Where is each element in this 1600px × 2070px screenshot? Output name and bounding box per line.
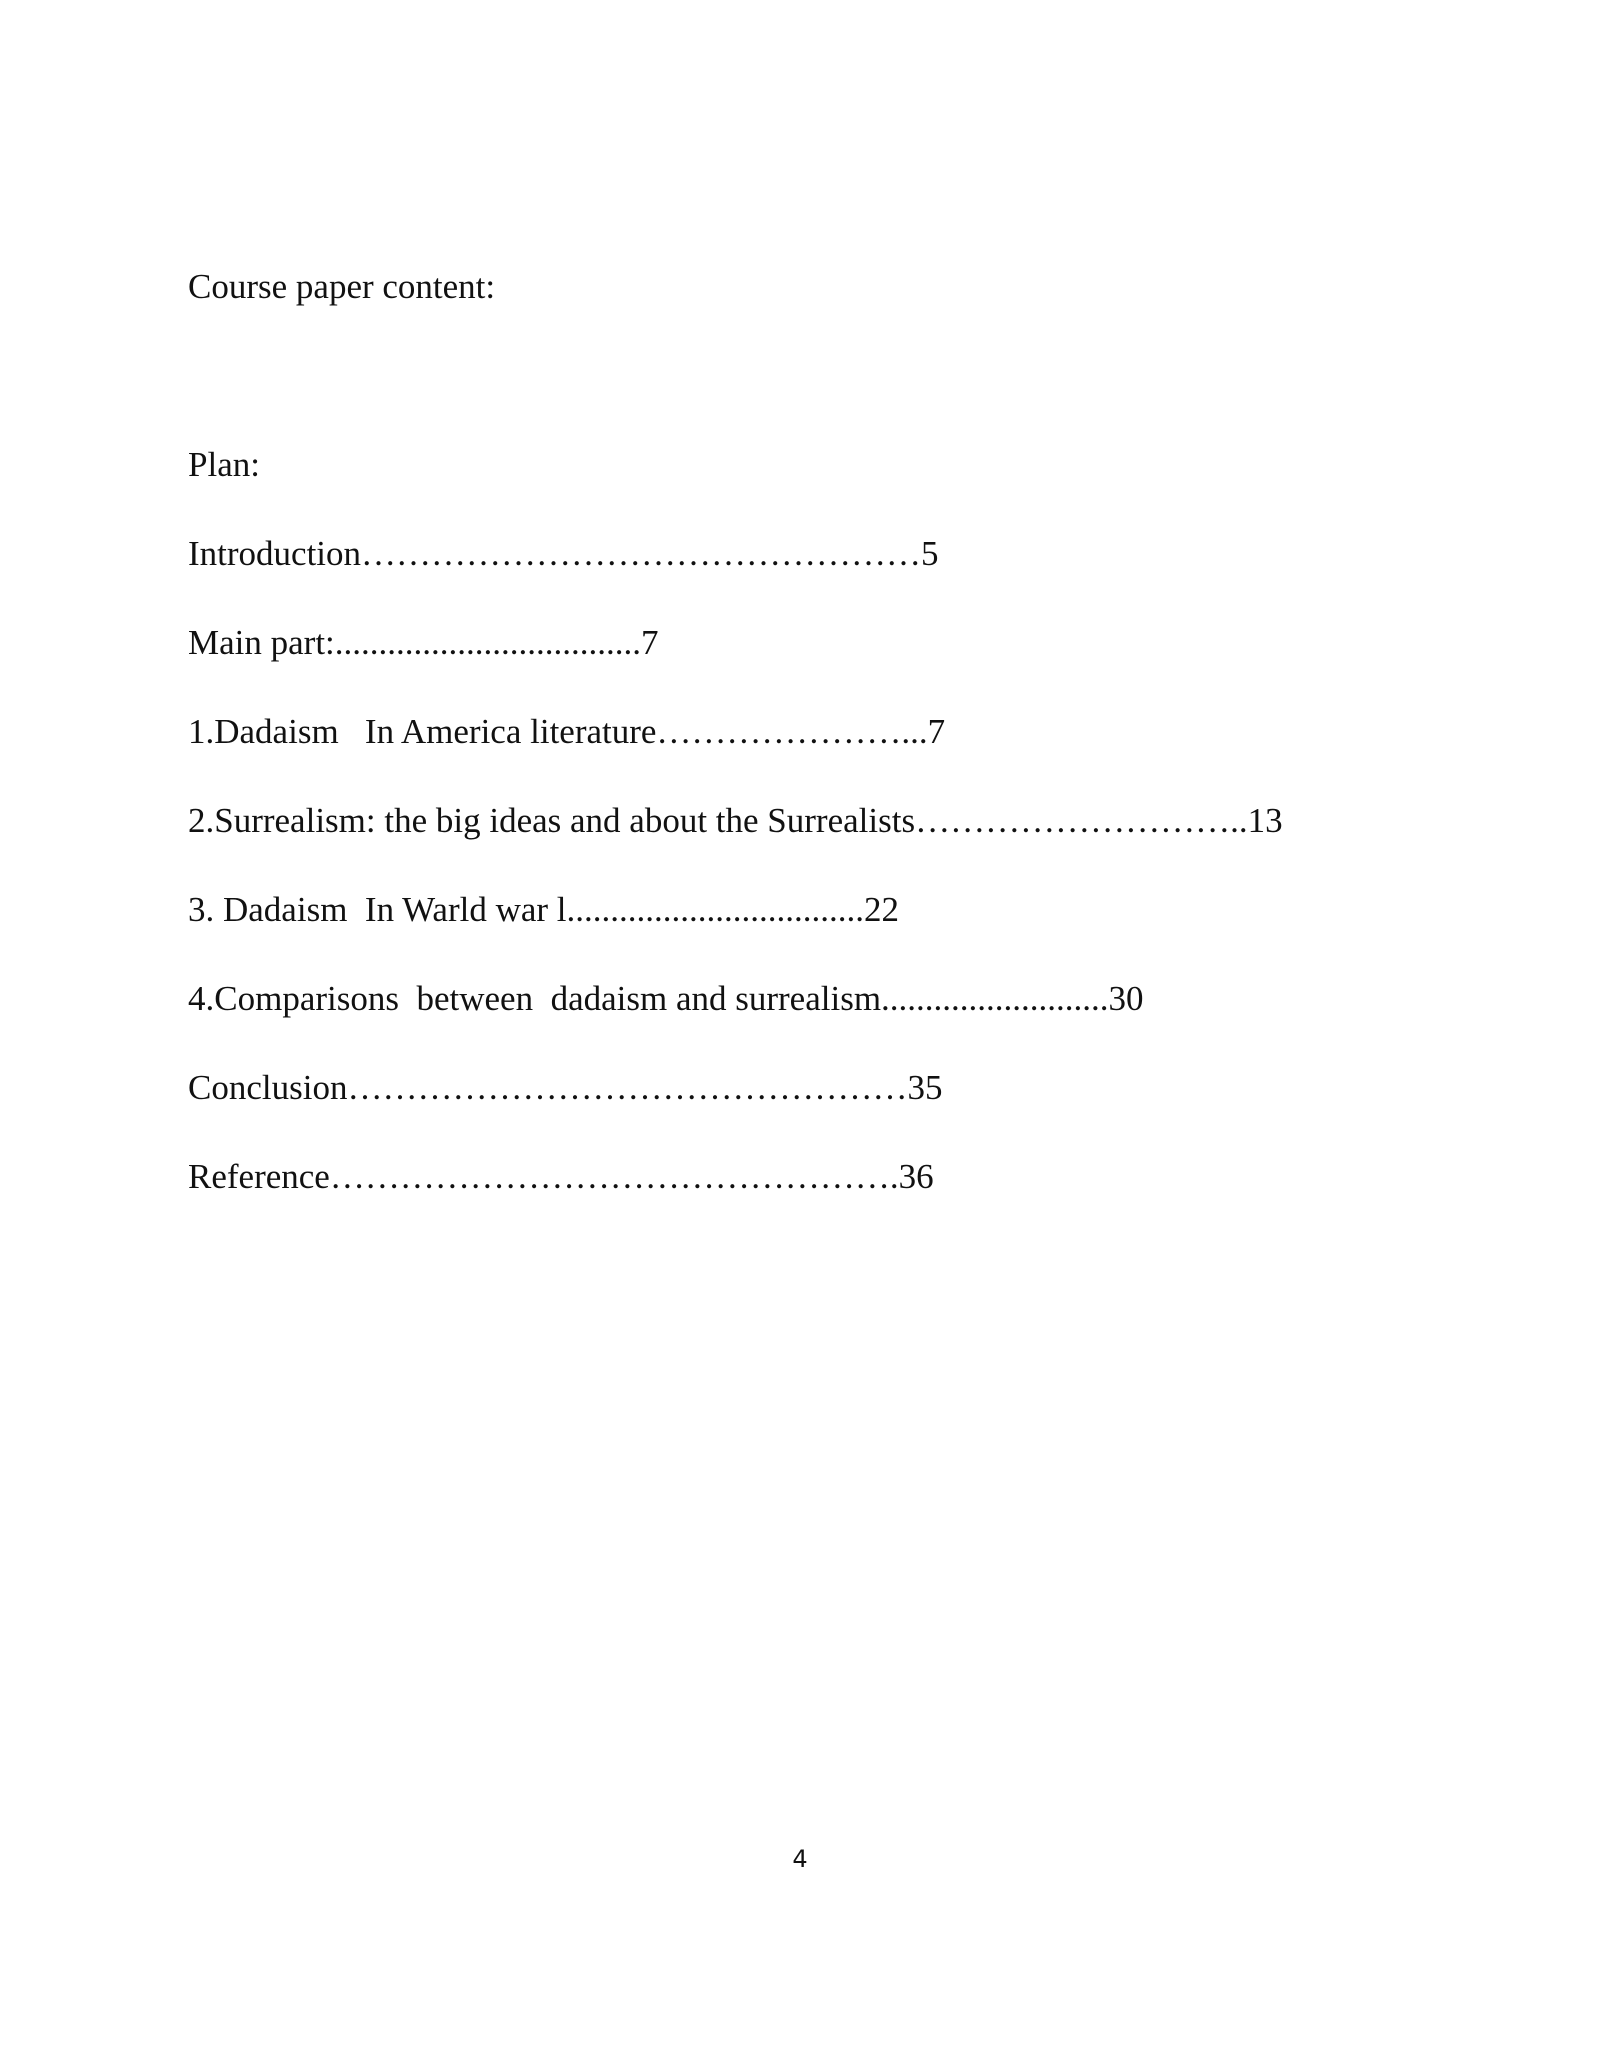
toc-entry-introduction: Introduction…………………………………………5 xyxy=(188,534,939,573)
page-number: 4 xyxy=(792,1845,808,1873)
toc-entry-dadaism-america: 1.Dadaism In America literature…………………...7 xyxy=(188,712,946,751)
toc-entry-surrealism: 2.Surrealism: the big ideas and about the Surrealists………………………..13 xyxy=(188,801,1283,840)
toc-entry-dadaism-war: 3. Dadaism In Warld war l..................................22 xyxy=(188,890,900,929)
document-heading: Course paper content: xyxy=(188,267,496,306)
toc-entry-comparisons: 4.Comparisons between dadaism and surrealism..........................30 xyxy=(188,979,1144,1018)
toc-entry-conclusion: Conclusion…………………………………………35 xyxy=(188,1068,943,1107)
toc-entry-reference: Reference………………………………………….36 xyxy=(188,1157,934,1196)
plan-label: Plan: xyxy=(188,445,260,484)
toc-entry-main-part: Main part:...................................7 xyxy=(188,623,659,662)
